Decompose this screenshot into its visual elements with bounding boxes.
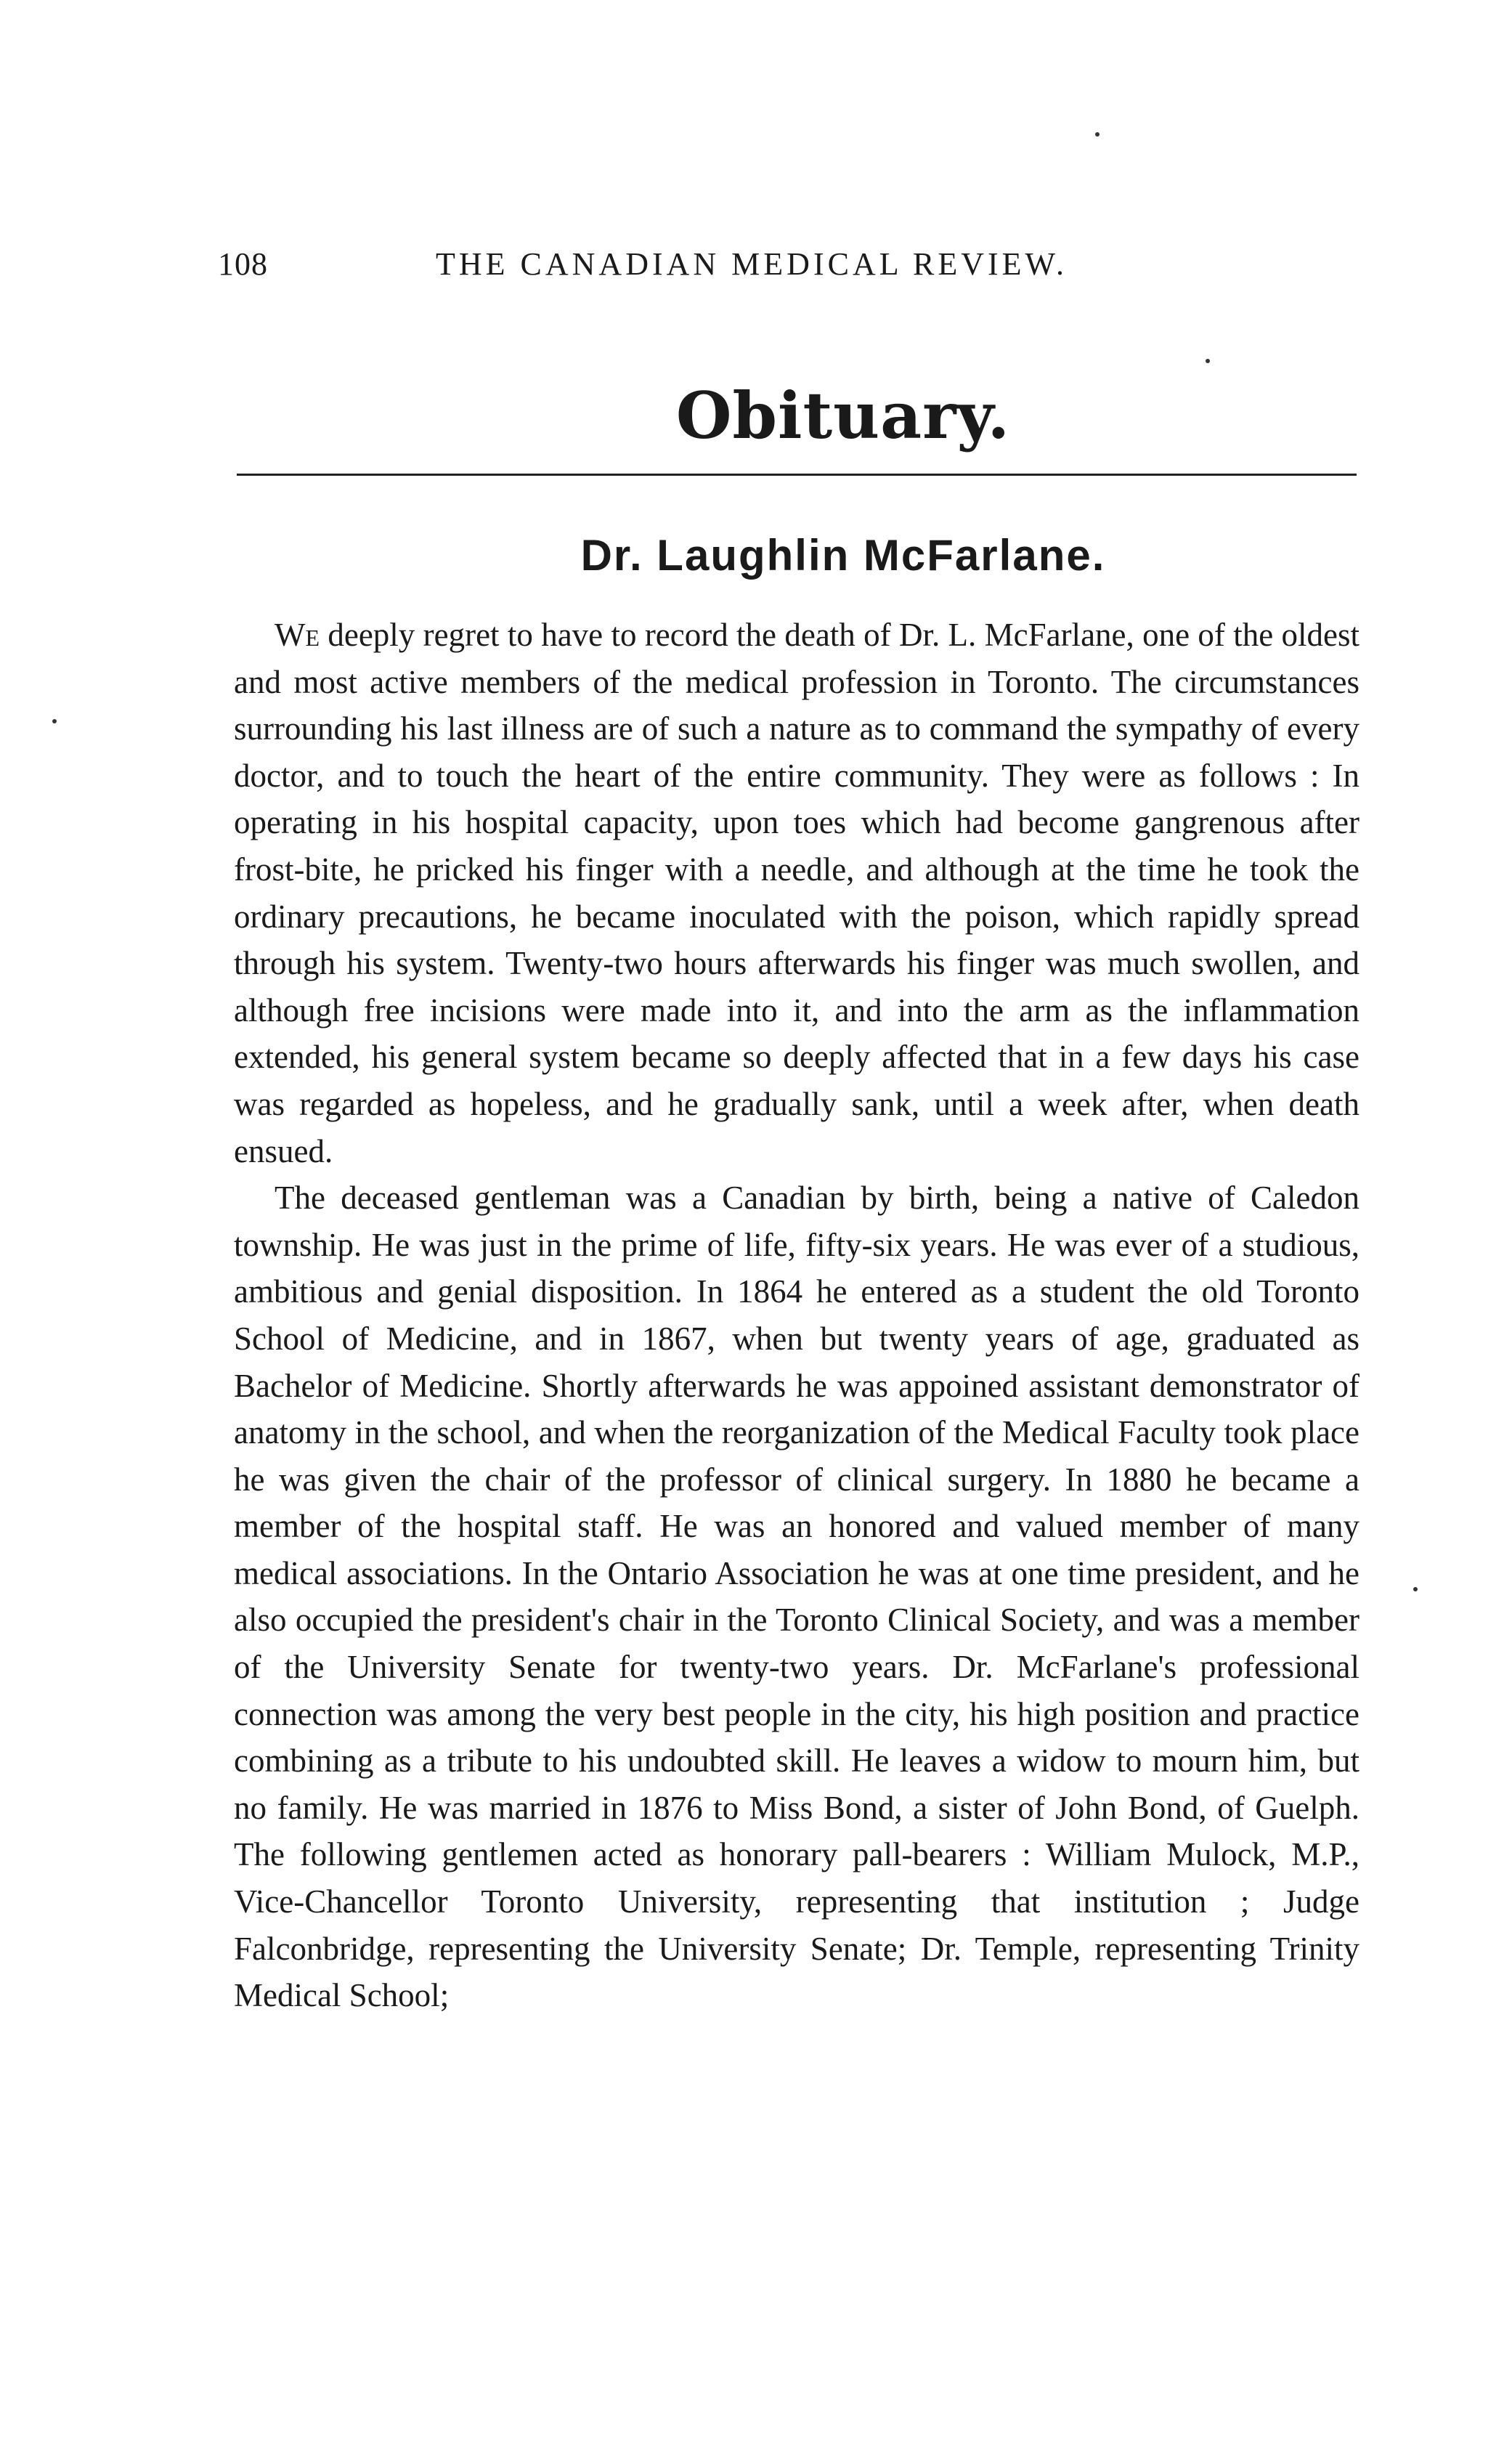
section-title: Obituary. [675,378,1011,453]
article-body [234,612,1359,2019]
paragraph [234,612,1359,1174]
scan-speck [1095,132,1100,137]
scan-speck [1206,359,1210,363]
scan-speck [1413,1587,1418,1591]
paragraph-text: deeply regret to have to record the death of Dr. L. McFarlane, one of the oldest and most active members of the medical profession in Toronto. The circumstances surrounding his last illness are of such a nature as to command the sympathy of every doctor, and to touch the heart of the entire community. They were as follows : In operating in his hospital capacity, upon toes which had become gangrenous after frost-bite, he pricked his finger with a needle, and although at the time he took the ordinary precautions, he became inoculated with the poison, which rapidly spread through his system. Twenty-two hours afterwards his finger was much swollen, and although free incisions were made into it, and into the arm as the inflammation extended, his general system became so deeply affected that in a few days his case was regarded as hopeless, and he gradually sank, until a week after, when death ensued. [234,617,1359,1169]
journal-title: THE CANADIAN MEDICAL REVIEW. [436,246,1068,282]
article-title: Dr. Laughlin McFarlane. [580,531,1106,580]
scan-speck [52,719,57,723]
paragraph-text: The deceased gentleman was a Canadian by birth, being a native of Caledon township. He was just in the prime of life, fifty-six years. He was ever of a studious, ambitious and genial disposition. In 1864 he entered as a student the old Toronto School of Medicine, and in 1867, when but twenty years of age, graduated as Bachelor of Medicine. Shortly afterwards he was appoined assistant demonstrator of anatomy in the school, and when the reorganization of the Medical Faculty took place he was given the chair of the professor of clinical surgery. In 1880 he became a member of the hospital staff. He was an honored and valued member of many medical associations. In the Ontario Association he was at one time president, and he also occupied the president's chair in the Toronto Clinical Society, and was a member of the University Senate for twenty-two years. Dr. McFarlane's professional connection was among the very best people in the city, his high position and practice combining as a tribute to his undoubted skill. He leaves a widow to mourn him, but no family. He was married in 1876 to Miss Bond, a sister of John Bond, of Guelph. The following gentlemen acted as honorary pall-bearers : William Mulock, M.P., Vice-Chancellor Toronto University, representing that institution ; Judge Falconbridge, representing the University Senate; Dr. Temple, representing Trinity Medical School; [234,1180,1359,2014]
page-number: 108 [218,246,268,282]
paragraph-lead: We [275,617,320,653]
title-rule [237,474,1357,476]
paragraph [234,1174,1359,2019]
running-head [218,246,1344,289]
